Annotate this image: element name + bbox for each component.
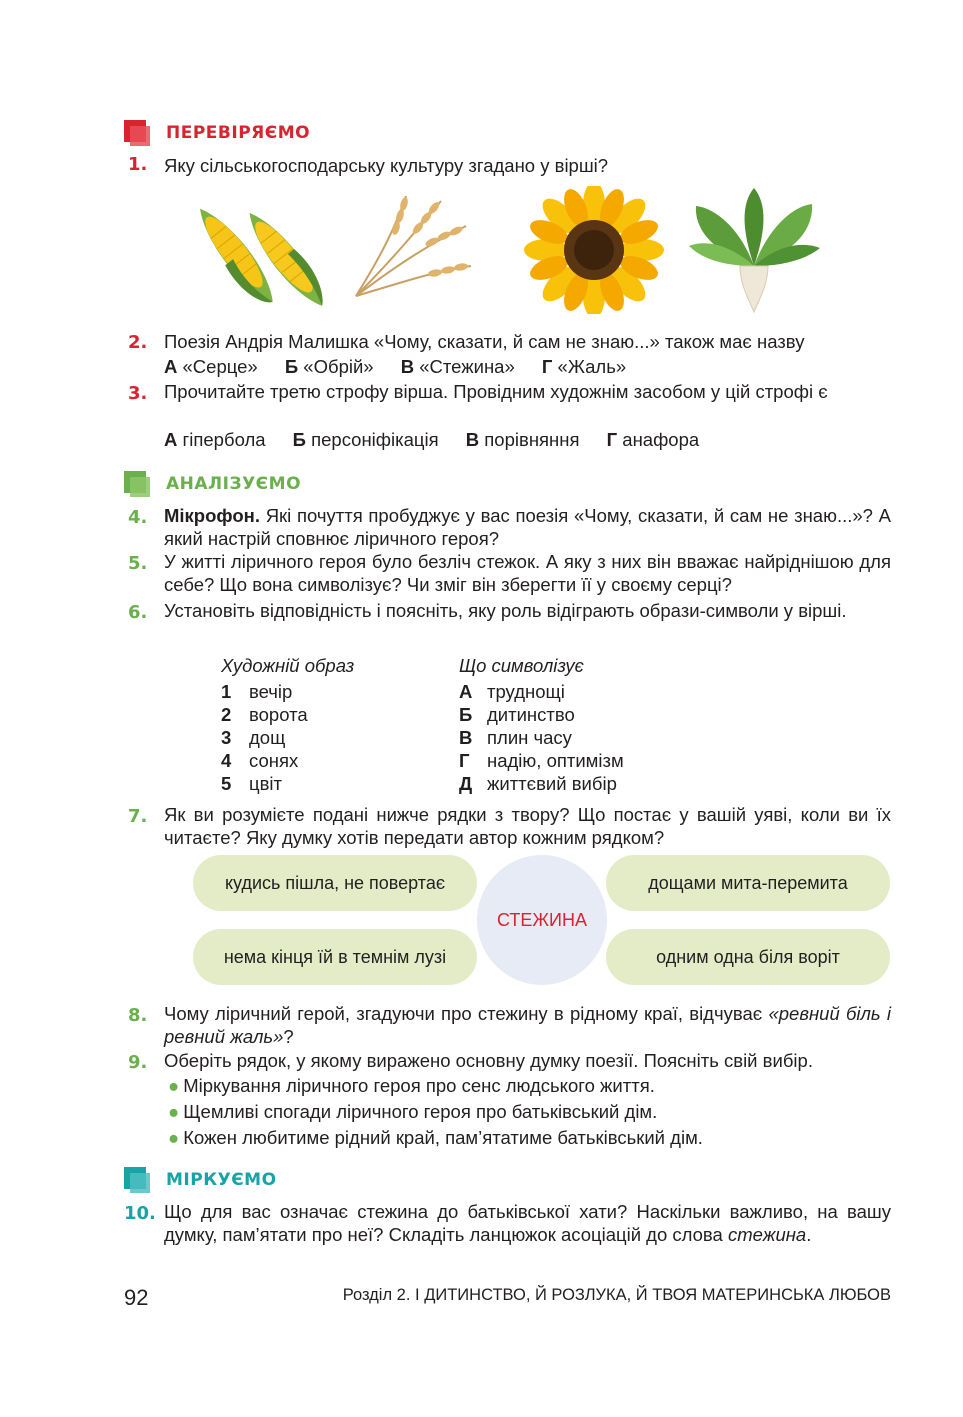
option-letter: Б — [284, 356, 299, 377]
question-number: 8. — [128, 1005, 148, 1026]
bullet-icon: ● — [168, 1075, 180, 1096]
question-text: Установіть відповідність і поясніть, яку роль відіграють образи-символи у вірші. — [164, 600, 847, 621]
option-letter: Г — [541, 356, 553, 377]
answer-options — [164, 428, 721, 451]
section-square-icon — [130, 477, 150, 497]
question-number: 3. — [128, 383, 148, 404]
matching-left-item: 2 ворота — [221, 704, 308, 725]
answer-options — [164, 355, 648, 378]
matching-left-header: Художній образ — [221, 655, 355, 676]
option-text: анафора — [622, 429, 700, 450]
bullet-icon: ● — [168, 1127, 180, 1148]
matching-left-item: 5 цвіт — [221, 773, 283, 794]
option-letter: В — [465, 429, 480, 450]
question-text: У житті ліричного героя було безліч стежок. А яку з них він вважає найріднішою для себе? Що вона символізує? Чи зміг він зберегти її у своєму серці? — [164, 551, 891, 595]
list-item: ● Щемливі спогади ліричного героя про батьківський дім. — [168, 1101, 658, 1122]
matching-left-item: 3 дощ — [221, 727, 286, 748]
page-number: 92 — [124, 1285, 149, 1310]
question-text: Що для вас означає стежина до батьківської хати? Наскільки важливо, на вашу думку, пам’ятати про неї? Складіть ланцюжок асоціацій до слова стежина. — [164, 1201, 891, 1245]
matching-right-header: Що символізує — [459, 655, 584, 676]
section-title: АНАЛІЗУЄМО — [166, 474, 302, 494]
option-text: «Серце» — [182, 356, 258, 377]
section-square-icon — [130, 1173, 150, 1193]
center-word: СТЕЖИНА — [497, 910, 587, 930]
option-text: порівняння — [484, 429, 580, 450]
question-number: 1. — [128, 154, 148, 175]
section-title: ПЕРЕВІРЯЄМО — [166, 123, 311, 143]
option-letter: А — [164, 429, 178, 450]
matching-right-item: В плин часу — [459, 727, 572, 748]
matching-left-item: 4 сонях — [221, 750, 299, 771]
wheat-image — [336, 186, 476, 314]
quote-pill: кудись пішла, не повертає — [193, 855, 477, 911]
question-number: 7. — [128, 806, 148, 827]
keyword-italic: стежина — [727, 1224, 807, 1245]
quote-italic: «ревний біль і ревний жаль» — [164, 1003, 891, 1047]
question-text: Поезія Андрія Малишка «Чому, сказати, й сам не знаю...» також має назву — [164, 331, 805, 352]
question-number: 4. — [128, 507, 148, 528]
option-text: «Жаль» — [557, 356, 627, 377]
question-keyword: Мікрофон. — [164, 505, 260, 526]
question-number: 9. — [128, 1052, 148, 1073]
sugar-beet-image — [684, 186, 824, 314]
option-text: гіпербола — [182, 429, 266, 450]
quote-pill: дощами мита-перемита — [606, 855, 890, 911]
option-letter: Г — [606, 429, 618, 450]
bullet-icon: ● — [168, 1101, 180, 1122]
option-text: «Обрій» — [303, 356, 374, 377]
question-number: 5. — [128, 553, 148, 574]
section-title: МІРКУЄМО — [166, 1170, 277, 1190]
question-number: 2. — [128, 332, 148, 353]
question-number: 6. — [128, 602, 148, 623]
list-item: ● Міркування ліричного героя про сенс людського життя. — [168, 1075, 655, 1096]
question-text: Як ви розумієте подані нижче рядки з твору? Що постає у вашій уяві, коли ви їх читаєте? Яку думку хотів передати автор кожним рядком? — [164, 804, 891, 848]
matching-right-item: Г надію, оптимізм — [459, 750, 624, 771]
footer-section-title: Розділ 2. І ДИТИНСТВО, Й РОЗЛУКА, Й ТВОЯ МАТЕРИНСЬКА ЛЮБОВ — [342, 1286, 891, 1304]
question-number: 10. — [124, 1203, 156, 1224]
option-letter: А — [164, 356, 178, 377]
matching-right-item: Д життєвий вибір — [459, 773, 617, 794]
sunflower-image — [524, 186, 664, 314]
matching-left-item: 1 вечір — [221, 681, 293, 702]
matching-right-item: А труднощі — [459, 681, 565, 702]
option-letter: В — [400, 356, 415, 377]
section-square-icon — [130, 126, 150, 146]
question-text: Прочитайте третю строфу вірша. Провідним художнім засобом у цій строфі є — [164, 381, 828, 402]
question-text — [164, 504, 891, 550]
option-text: «Стежина» — [419, 356, 515, 377]
question-text: Яку сільськогосподарську культуру згадано у вірші? — [164, 155, 609, 176]
corn-image — [192, 186, 332, 314]
list-item: ● Кожен любитиме рідний край, пам’ятатиме батьківський дім. — [168, 1127, 703, 1148]
question-text: Чому ліричний герой, згадуючи про стежину в рідному краї, відчуває «ревний біль і ревний жаль»? — [164, 1003, 891, 1047]
question-body: Які почуття пробуджує у вас поезія «Чому, сказати, й сам не знаю...»? А який настрій сповнює ліричного героя? — [164, 505, 891, 549]
matching-right-item: Б дитинство — [459, 704, 575, 725]
quote-pill: нема кінця їй в темнім лузі — [193, 929, 477, 985]
option-text: персоніфікація — [311, 429, 439, 450]
option-letter: Б — [292, 429, 306, 450]
question-text: Оберіть рядок, у якому виражено основну думку поезії. Поясніть свій вибір. — [164, 1050, 813, 1071]
quote-pill: одним одна біля воріт — [606, 929, 890, 985]
